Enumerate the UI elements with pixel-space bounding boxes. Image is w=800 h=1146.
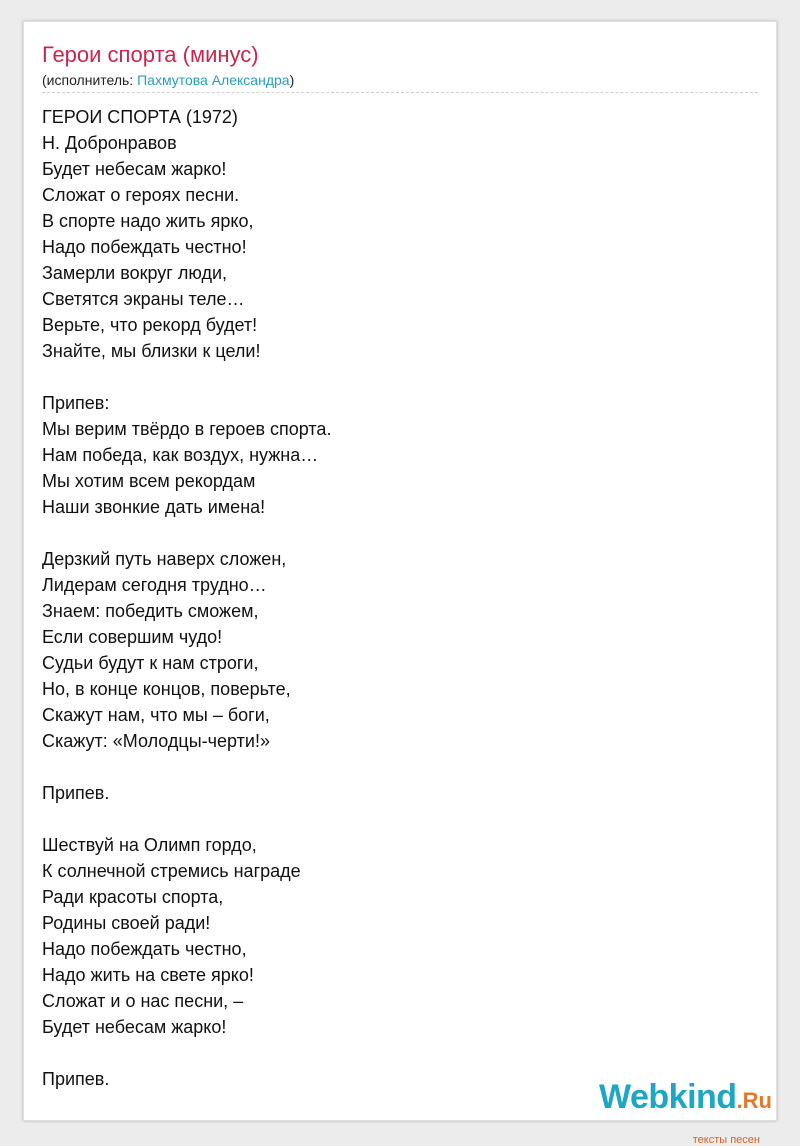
lyric-line: Сложат о героях песни. bbox=[42, 185, 240, 205]
lyric-blank-line bbox=[42, 806, 331, 832]
lyric-line: Надо побеждать честно! bbox=[42, 237, 247, 257]
lyric-line: К солнечной стремись награде bbox=[42, 861, 301, 881]
lyric-line: Знаем: победить сможем, bbox=[42, 601, 259, 621]
lyric-line: ГЕРОИ СПОРТА (1972) bbox=[42, 107, 238, 127]
lyric-line: Надо побеждать честно, bbox=[42, 939, 247, 959]
lyric-line: Припев. bbox=[42, 783, 110, 803]
lyric-line: Замерли вокруг люди, bbox=[42, 263, 228, 283]
lyric-line: В спорте надо жить ярко, bbox=[42, 211, 254, 231]
lyric-line: Скажут: «Молодцы-черти!» bbox=[42, 731, 270, 751]
logo-suffix-text: .Ru bbox=[736, 1088, 772, 1113]
lyric-blank-line bbox=[42, 520, 331, 546]
lyric-line: Надо жить на свете ярко! bbox=[42, 965, 254, 985]
lyric-line: Если совершим чудо! bbox=[42, 627, 223, 647]
lyric-blank-line bbox=[42, 1040, 331, 1066]
lyric-line: Сложат и о нас песни, – bbox=[42, 991, 244, 1011]
lyric-line: Скажут нам, что мы – боги, bbox=[42, 705, 270, 725]
lyrics-block bbox=[42, 104, 331, 1092]
lyric-line: Припев. bbox=[42, 1069, 110, 1089]
logo-main-text: Webkind bbox=[599, 1078, 737, 1116]
lyric-line: Мы хотим всем рекордам bbox=[42, 471, 256, 491]
lyric-line: Но, в конце концов, поверьте, bbox=[42, 679, 291, 699]
artist-link[interactable]: Пахмутова Александра bbox=[137, 72, 290, 88]
lyric-line: Знайте, мы близки к цели! bbox=[42, 341, 261, 361]
logo-tagline: тексты песен bbox=[692, 1134, 760, 1146]
lyric-line: Лидерам сегодня трудно… bbox=[42, 575, 267, 595]
artist-line bbox=[42, 72, 294, 88]
site-logo[interactable] bbox=[599, 1078, 772, 1117]
lyric-line: Верьте, что рекорд будет! bbox=[42, 315, 258, 335]
lyric-line: Будет небесам жарко! bbox=[42, 159, 227, 179]
lyric-line: Нам победа, как воздух, нужна… bbox=[42, 445, 319, 465]
lyric-line: Ради красоты спорта, bbox=[42, 887, 224, 907]
lyric-blank-line bbox=[42, 364, 331, 390]
artist-suffix: ) bbox=[289, 72, 295, 88]
header-divider bbox=[42, 92, 758, 93]
lyric-blank-line bbox=[42, 754, 331, 780]
lyric-line: Мы верим твёрдо в героев спорта. bbox=[42, 419, 332, 439]
lyric-line: Припев: bbox=[42, 393, 110, 413]
lyric-line: Судьи будут к нам строги, bbox=[42, 653, 259, 673]
lyric-line: Родины своей ради! bbox=[42, 913, 211, 933]
lyric-line: Н. Добронравов bbox=[42, 133, 177, 153]
artist-prefix: (исполнитель: bbox=[42, 72, 138, 88]
lyric-line: Наши звонкие дать имена! bbox=[42, 497, 266, 517]
lyric-line: Дерзкий путь наверх сложен, bbox=[42, 549, 287, 569]
song-title: Герои спорта (минус) bbox=[42, 42, 259, 67]
lyric-line: Шествуй на Олимп гордо, bbox=[42, 835, 257, 855]
lyric-line: Будет небесам жарко! bbox=[42, 1017, 227, 1037]
lyric-line: Светятся экраны теле… bbox=[42, 289, 245, 309]
